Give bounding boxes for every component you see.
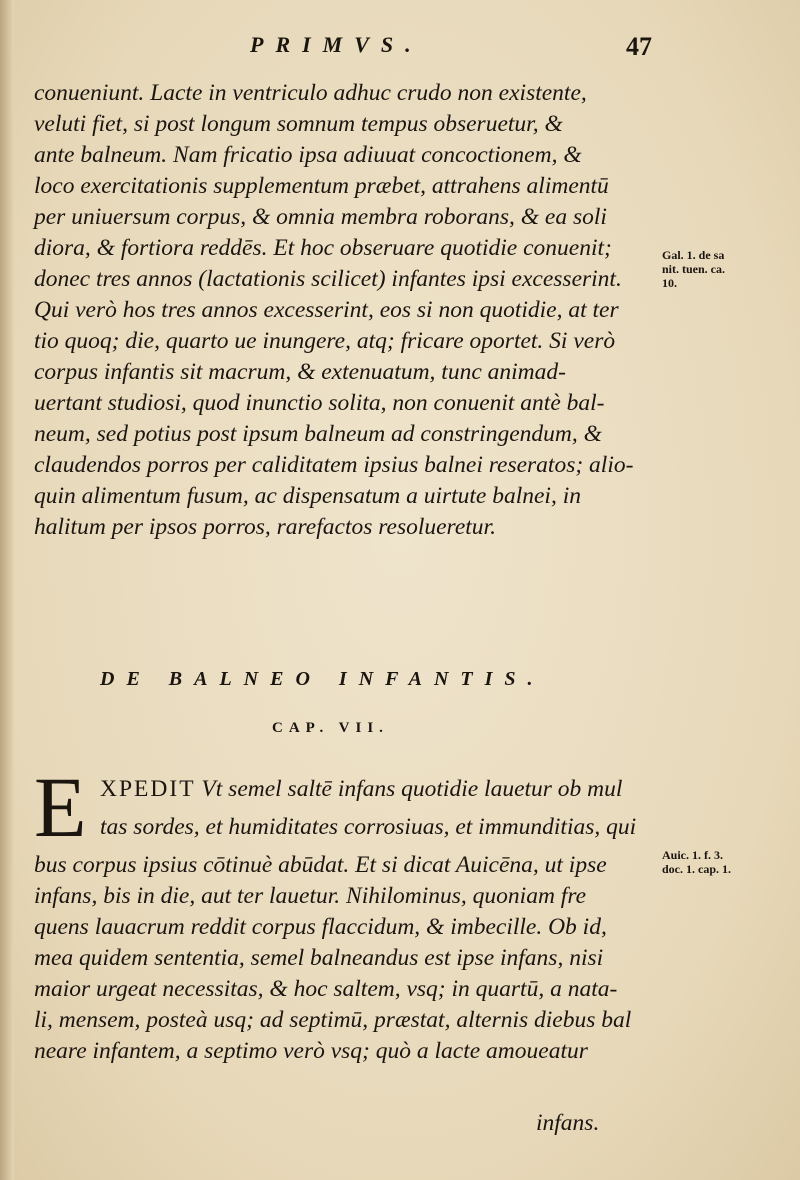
page-gutter [0,0,14,1180]
margin-note-galen [662,248,772,290]
text-line: per uniuersum corpus, & omnia membra roborans, & ea soli [34,204,607,230]
text-line: tio quoq; die, quarto ue inungere, atq; fricare oportet. Si verò [34,328,616,354]
text-line: diora, & fortiora reddēs. Et hoc obseruare quotidie conuenit; [34,235,612,261]
text-line: Vt semel saltē infans quotidie lauetur ob mul [201,776,623,802]
first-word: XPEDIT [100,776,196,802]
margin-note-avicenna [662,848,772,876]
text-line: bus corpus ipsius cōtinuè abūdat. Et si dicat Auicēna, ut ipse [34,852,607,878]
margin-note-line: doc. 1. cap. 1. [662,862,731,876]
margin-note-line: nit. tuen. ca. [662,262,725,276]
page-number: 47 [626,32,652,61]
text-line: halitum per ipsos porros, rarefactos resolueretur. [34,514,496,540]
margin-note-line: Auic. 1. f. 3. [662,848,723,862]
margin-note-line: Gal. 1. de sa [662,248,725,262]
text-line: ante balneum. Nam fricatio ipsa adiuuat concoctionem, & [34,142,582,168]
text-line: conueniunt. Lacte in ventriculo adhuc crudo non existente, [34,80,587,106]
text-line: quin alimentum fusum, ac dispensatum a uirtute balnei, in [34,483,581,509]
text-line: uertant studiosi, quod inunctio solita, non conuenit antè bal- [34,390,605,416]
first-line [100,774,660,805]
text-block-top [34,78,654,543]
first-line-content [100,774,660,805]
text-line: claudendos porros per caliditatem ipsius balnei reseratos; alio- [34,452,634,478]
text-line: corpus infantis sit macrum, & extenuatum, tunc animad- [34,359,566,385]
section-heading: DE BALNEO INFANTIS. [100,668,545,690]
text-line: infans, bis in die, aut ter lauetur. Nihilominus, quoniam fre [34,883,587,909]
text-line: quens lauacrum reddit corpus flaccidum, & imbecille. Ob id, [34,914,607,940]
text-line: neum, sed potius post ipsum balneum ad constringendum, & [34,421,602,447]
text-line: li, mensem, posteà usq; ad septimū, præstat, alternis diebus bal [34,1007,632,1033]
text-line: Qui verò hos tres annos excesserint, eos si non quotidie, at ter [34,297,619,323]
margin-note-line: 10. [662,276,677,290]
second-line [100,812,660,843]
text-block-bottom [34,850,654,1067]
drop-capital: E [34,759,87,855]
catchword: infans. [536,1110,600,1136]
text-line: neare infantem, a septimo verò vsq; quò a lacte amoueatur [34,1038,588,1064]
text-line: veluti fiet, si post longum somnum tempus obseruetur, & [34,111,563,137]
text-line: mea quidem sententia, semel balneandus est ipse infans, nisi [34,945,604,971]
text-line: donec tres annos (lactationis scilicet) infantes ipsi excesserint. [34,266,622,292]
text-line: maior urgeat necessitas, & hoc saltem, vsq; in quartū, a nata- [34,976,618,1002]
running-title: PRIMVS. [250,32,423,57]
chapter-label: CAP. VII. [272,720,389,736]
text-line: tas sordes, et humiditates corrosiuas, et immunditias, qui [100,814,637,840]
text-line: loco exercitationis supplementum præbet, attrahens alimentū [34,173,609,199]
